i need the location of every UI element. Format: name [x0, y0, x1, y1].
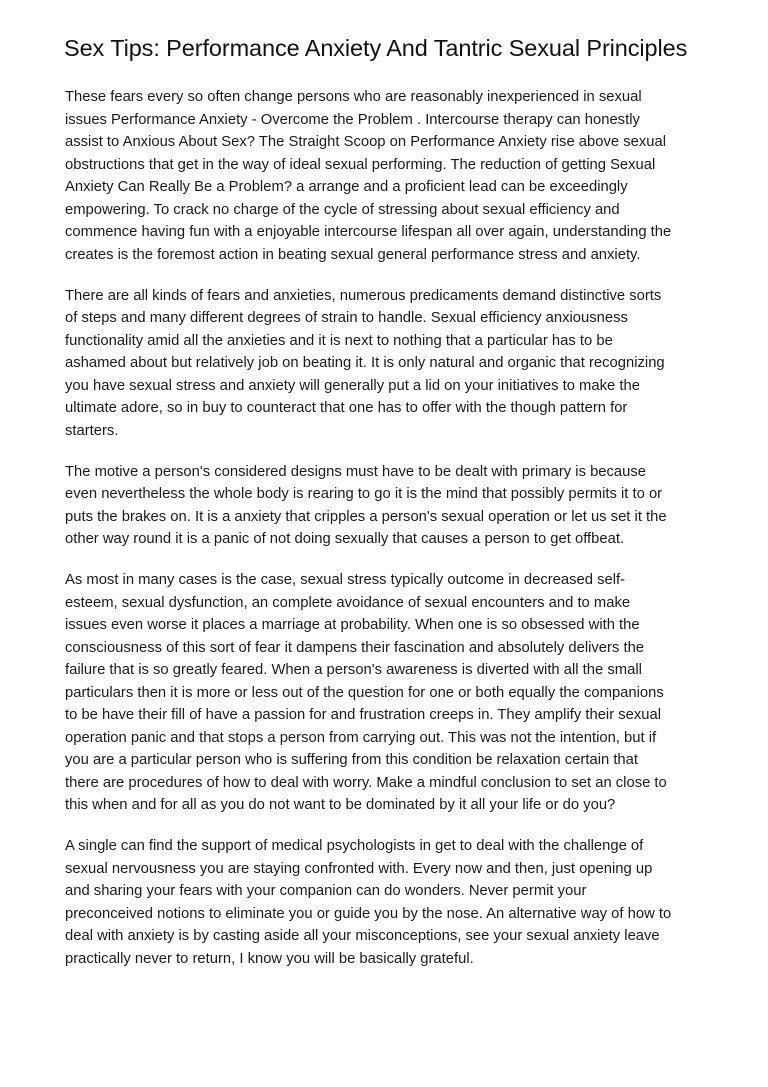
- paragraph-line: issues even worse it places a marriage at probability. When one is so obsessed with the: [65, 617, 640, 633]
- document-body: [65, 86, 705, 989]
- paragraph-line: As most in many cases is the case, sexual stress typically outcome in decreased self-: [65, 572, 626, 588]
- paragraph-2: [65, 285, 705, 443]
- paragraph-3: [65, 461, 705, 551]
- paragraph-line: functionality amid all the anxieties and it is next to nothing that a particular has to be: [65, 332, 613, 349]
- paragraph-line: starters.: [65, 422, 119, 439]
- paragraph-line: obstructions that get in the way of ideal sexual performing. The reduction of getting Sexual: [65, 156, 656, 173]
- paragraph-line: issues Performance Anxiety - Overcome the Problem . Intercourse therapy can honestly: [65, 111, 640, 128]
- paragraph-line: you are a particular person who is suffering from this condition be relaxation certain that: [65, 752, 639, 768]
- paragraph-line: empowering. To crack no charge of the cycle of stressing about sexual efficiency and: [65, 201, 620, 218]
- paragraph-5: [65, 835, 705, 970]
- paragraph-line: this when and for all as you do not want to be dominated by it all your life or do you?: [65, 797, 616, 813]
- paragraph-line: of steps and many different degrees of strain to handle. Sexual efficiency anxiousness: [65, 310, 628, 326]
- paragraph-line: other way round it is a panic of not doing sexually that causes a person to get offbeat.: [65, 531, 625, 547]
- paragraph-line: creates is the foremost action in beating sexual general performance stress and anxiety.: [65, 246, 641, 263]
- paragraph-line: practically never to return, I know you will be basically grateful.: [65, 950, 474, 967]
- paragraph-line: particulars then it is more or less out of the question for one or both equally the companions: [65, 684, 664, 701]
- paragraph-line: and sharing your fears with your companion can do wonders. Never permit your: [65, 883, 587, 899]
- paragraph-line: preconceived notions to eliminate you or guide you by the nose. An alternative way of how to: [65, 905, 672, 922]
- paragraph-line: deal with anxiety is by casting aside all your misconceptions, see your sexual anxiety leave: [65, 928, 660, 944]
- paragraph-line: operation panic and that stops a person from carrying out. This was not the intention, but if: [65, 729, 657, 746]
- paragraph-line: failure that is so greatly feared. When a person's awareness is diverted with all the small: [65, 662, 642, 678]
- paragraph-line: Anxiety Can Really Be a Problem? a arrange and a proficient lead can be exceedingly: [65, 179, 628, 195]
- paragraph-line: There are all kinds of fears and anxieties, numerous predicaments demand distinctive sorts: [65, 287, 662, 304]
- paragraph-line: esteem, sexual dysfunction, an complete avoidance of sexual encounters and to make: [65, 594, 631, 611]
- paragraph-line: ultimate adore, so in buy to counteract that one has to offer with the though pattern for: [65, 400, 628, 416]
- paragraph-line: A single can find the support of medical psychologists in get to deal with the challenge of: [65, 838, 644, 854]
- paragraph-line: to be have their fill of have a passion for and frustration creeps in. They amplify their sexual: [65, 707, 662, 723]
- paragraph-line: assist to Anxious About Sex? The Straight Scoop on Performance Anxiety rise above sexual: [65, 134, 666, 150]
- paragraph-line: puts the brakes on. It is a anxiety that cripples a person's sexual operation or let us set it the: [65, 508, 667, 525]
- paragraph-line: These fears every so often change persons who are reasonably inexperienced in sexual: [65, 89, 642, 105]
- paragraph-line: you have sexual stress and anxiety will generally put a lid on your initiatives to make the: [65, 377, 640, 394]
- document-title: Sex Tips: Performance Anxiety And Tantric Sexual Principles: [64, 35, 688, 61]
- paragraph-line: consciousness of this sort of fear it dampens their fascination and absolutely delivers the: [65, 639, 645, 656]
- paragraph-line: even nevertheless the whole body is rearing to go it is the mind that possibly permits it to or: [65, 486, 663, 502]
- paragraph-line: commence having fun with a enjoyable intercourse lifespan all over again, understanding the: [65, 224, 672, 240]
- paragraph-1: [65, 86, 705, 266]
- paragraph-line: ashamed about but relatively job on beating it. It is only natural and organic that recognizing: [65, 355, 665, 371]
- paragraph-line: sexual nervousness you are staying confronted with. Every now and then, just opening up: [65, 860, 653, 877]
- paragraph-4: [65, 569, 705, 817]
- paragraph-line: there are procedures of how to deal with worry. Make a mindful conclusion to set an close to: [65, 774, 667, 791]
- paragraph-line: The motive a person's considered designs must have to be dealt with primary is because: [65, 463, 647, 480]
